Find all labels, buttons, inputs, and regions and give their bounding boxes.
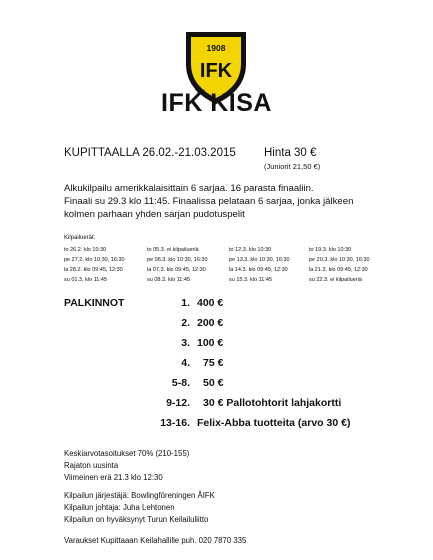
prize-amount: 75 € bbox=[203, 357, 224, 369]
description-line: Finaali su 29.3 klo 11:45. Finaalissa pelataan 6 sarjaa, jonka jälkeen bbox=[64, 196, 354, 207]
round-entry: to 12.3. klo 10:30 bbox=[229, 247, 272, 253]
description-line: Alkukilpailu amerikkalaisittain 6 sarjaa. 16 parasta finaaliin. bbox=[64, 183, 314, 194]
info-line: Keskiarvotasoitukset 70% (210-155) bbox=[64, 449, 190, 458]
round-entry: su 01.3. klo 11:45 bbox=[64, 277, 108, 283]
info-line: Kilpailun johtaja: Juha Lehtonen bbox=[64, 503, 175, 512]
round-entry: su 15.3. klo 11:45 bbox=[229, 277, 273, 283]
round-entry: su 22.3. ei kilpailueriä bbox=[309, 277, 362, 283]
description-line: kolmen parhaan yhden sarjan pudotuspelit bbox=[64, 209, 245, 220]
info-line: Kilpailun järjestäjä: Bowlingföreningen ÅIFK bbox=[64, 491, 215, 500]
round-entry: to 26.2. klo 10:30 bbox=[64, 247, 107, 253]
organizer-info bbox=[64, 490, 215, 526]
info-line: Kilpailun on hyväksynyt Turun Keilailuliitto bbox=[64, 515, 209, 524]
round-entry: la 28.2. klo 09:45, 12:30 bbox=[64, 267, 123, 273]
rounds-week-1 bbox=[64, 245, 125, 285]
prize-amount: 200 € bbox=[197, 317, 224, 329]
round-entry: la 14.3. klo 09:45, 12:30 bbox=[229, 267, 288, 273]
prize-amount: 30 € Pallotohtorit lahjakortti bbox=[203, 397, 342, 409]
logo-letters: IFK bbox=[199, 60, 233, 82]
round-entry: la 07.3. klo 09:45, 12:30 bbox=[147, 267, 206, 273]
round-entry: to 19.3. klo 10:30 bbox=[309, 247, 352, 253]
round-entry: la 21.3. klo 09:45, 12:30 bbox=[309, 267, 368, 273]
rounds-week-4 bbox=[309, 245, 370, 285]
round-entry: pe 06.3. klo 10:30, 16:30 bbox=[147, 257, 208, 263]
page-title: IFK KISA bbox=[161, 89, 272, 117]
rounds-label: Kilpailuerät: bbox=[64, 235, 96, 241]
info-line: Rajaton uusinta bbox=[64, 461, 119, 470]
round-entry: pe 27.2. klo 10:30, 16:30 bbox=[64, 257, 125, 263]
handicap-info bbox=[64, 448, 189, 484]
booking-info: Varaukset Kupittaaan Keilahallille puh. 020 7870 335 bbox=[64, 536, 247, 545]
round-entry: to 05.3. ei kilpailueriä bbox=[147, 247, 199, 253]
event-description bbox=[64, 182, 353, 221]
prize-amount: 100 € bbox=[197, 337, 224, 349]
rounds-week-2 bbox=[147, 245, 208, 285]
event-dates: KUPITTAALLA 26.02.-21.03.2015 bbox=[64, 147, 236, 159]
round-entry: pe 13.3. klo 10:30, 16:30 bbox=[229, 257, 290, 263]
round-entry: pe 20.3. klo 10:30, 16:30 bbox=[309, 257, 370, 263]
prizes-title: PALKINNOT bbox=[64, 297, 125, 309]
round-entry: su 08.3. klo 11:45 bbox=[147, 277, 191, 283]
logo-year: 1908 bbox=[206, 43, 226, 53]
junior-price: (Juniorit 21,50 €) bbox=[264, 162, 321, 171]
info-line: Viimeinen erä 21.3 klo 12:30 bbox=[64, 473, 163, 482]
rounds-week-3 bbox=[229, 245, 290, 285]
prize-amount: Felix-Abba tuotteita (arvo 30 €) bbox=[197, 417, 351, 429]
entry-price: Hinta 30 € bbox=[264, 147, 317, 159]
prize-amount: 400 € bbox=[197, 297, 224, 309]
prize-amount: 50 € bbox=[203, 377, 224, 389]
